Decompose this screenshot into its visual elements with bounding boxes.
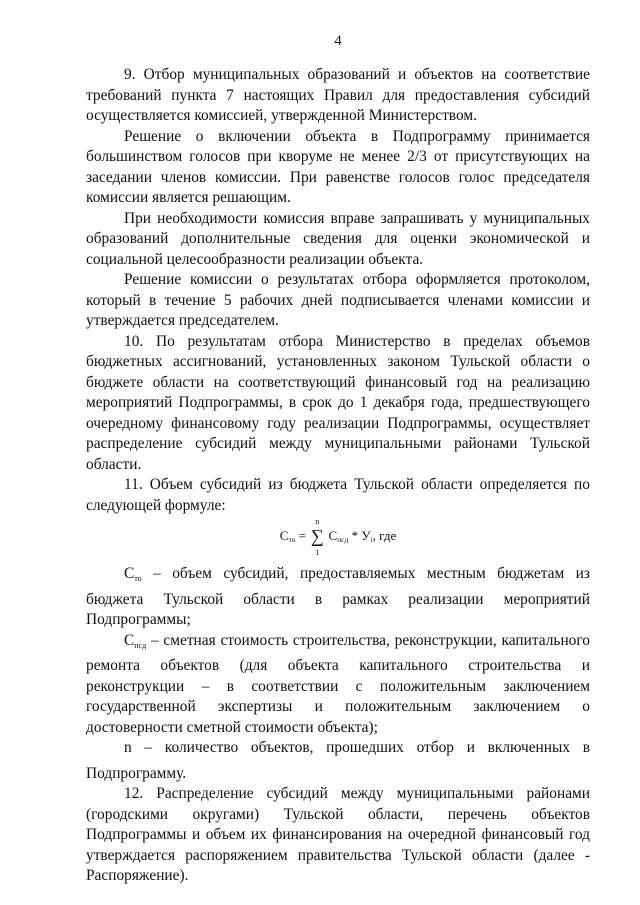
paragraph-12: 12. Распределение субсидий между муниципальными районами (городскими округами) Тульской области, перечень объектов Подпрограммы и объем их финансирования на очередной финансовый год утверждается распоряжением правительства Тульской области (далее - Распоряжение). [86, 785, 590, 884]
def-symbol: n [124, 739, 132, 756]
sum-lower-limit: 1 [315, 547, 320, 557]
paragraph-11: 11. Объем субсидий из бюджета Тульской области определяется по следующей формуле: [86, 476, 590, 514]
definition-c-to [86, 564, 590, 631]
formula-mult-sub: i [370, 535, 373, 544]
paragraph-decision: Решение о включении объекта в Подпрограмму принимается большинством голосов при кворуме не менее 2/3 от присутствующих на заседании членов комиссии. При равенстве голосов голос председателя комиссии является решающим. [86, 127, 590, 206]
formula-mult: * У [351, 528, 371, 543]
def-symbol-sub: псд [134, 640, 147, 650]
subsidy-formula [86, 516, 590, 557]
paragraph-9: 9. Отбор муниципальных образований и объектов на соответствие требований пункта 7 настоящих Правил для предоставления субсидий осуществляется комиссией, утвержденной Министерством. [86, 66, 590, 124]
paragraph-10: 10. По результатам отбора Министерство в пределах объемов бюджетных ассигнований, установленных законом Тульской области о бюджете области на соответствующий финансовый год на реализацию мероприятий Подпрограммы, в срок до 1 декабря года, предшествующего очередному финансовому году реализации Подпрограммы, осуществляет распределение субсидий между муниципальными районами Тульской области. [86, 332, 590, 473]
paragraph-request: При необходимости комиссия вправе запрашивать у муниципальных образований дополнительные сведения для оценки экономической и социальной целесообразности реализации объекта. [86, 209, 590, 268]
formula-lhs-sub: то [288, 535, 296, 544]
definition-n [86, 738, 590, 784]
formula-term-sub: псд [337, 535, 349, 544]
sum-upper-limit: n [315, 516, 320, 526]
formula-eq: = [298, 528, 306, 543]
formula-term: С [328, 528, 338, 543]
def-text: – сметная стоимость строительства, реконструкции, капитального ремонта объектов (для объекта капитального строительства и реконструкции – в соответствии с положительным заключением государственной экспертизы и положительным заключением о достоверности сметной стоимости объекта); [86, 631, 590, 736]
def-text: – объем субсидий, предоставляемых местным бюджетам из бюджета Тульской области в рамках реализации мероприятий Подпрограммы; [86, 565, 590, 628]
def-text: – количество объектов, прошедших отбор и включенных в Подпрограмму. [86, 739, 590, 782]
page-number: 4 [334, 33, 342, 49]
def-symbol-sub: то [134, 574, 142, 583]
def-symbol: С [124, 631, 135, 649]
def-symbol: С [124, 565, 135, 582]
sum-symbol [309, 516, 325, 557]
paragraph-protocol: Решение комиссии о результатах отбора оформляется протоколом, который в течение 5 рабочих дней подписывается членами комиссии и утверждается председателем. [86, 271, 590, 329]
formula-tail: , где [372, 528, 397, 543]
formula-lhs: С [279, 528, 289, 543]
document-page [86, 32, 590, 887]
sigma-icon: ∑ [310, 525, 324, 546]
definition-c-psd [86, 631, 590, 739]
